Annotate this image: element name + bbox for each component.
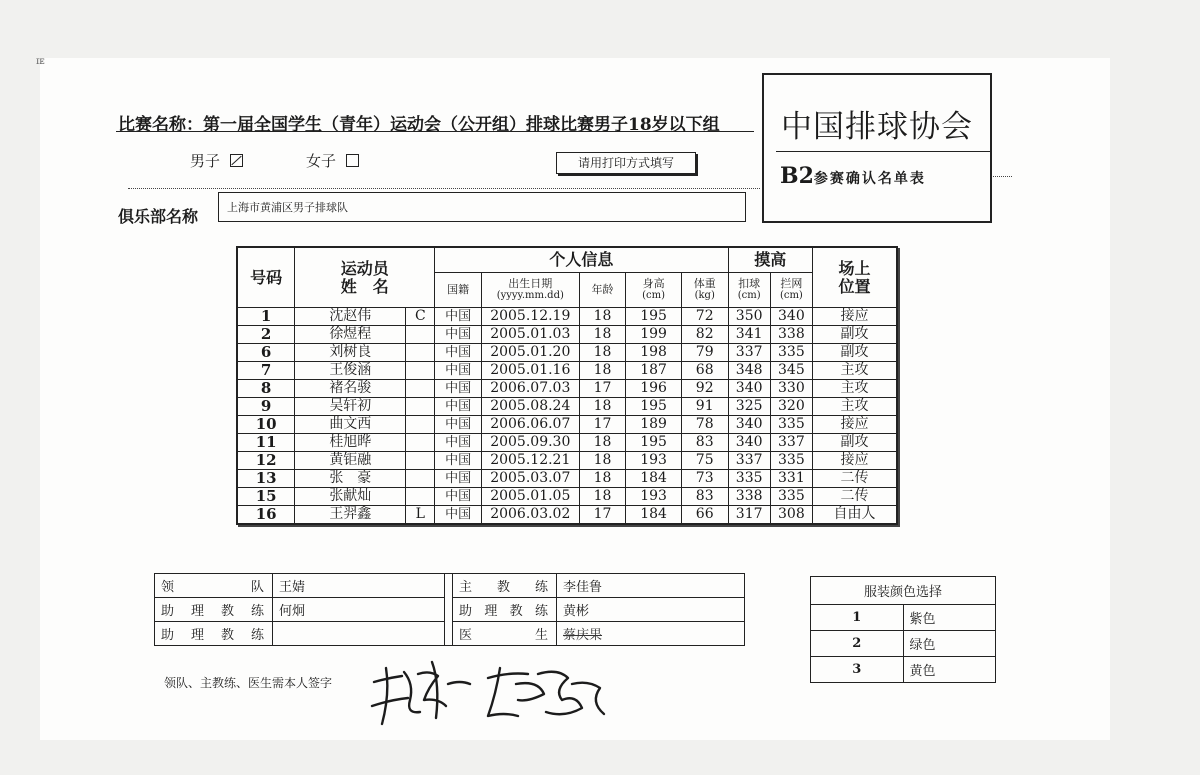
player-block-reach: 331 xyxy=(770,470,812,488)
player-age: 18 xyxy=(579,434,626,452)
assistant-coach-3-field[interactable]: 黄彬 xyxy=(557,598,745,622)
header-block xyxy=(770,273,812,308)
signature-stroke xyxy=(382,668,387,724)
staff-gap xyxy=(445,574,453,598)
player-role xyxy=(406,416,435,434)
player-role xyxy=(406,434,435,452)
player-birth-date: 2005.12.19 xyxy=(481,308,579,326)
assistant-coach-3-label: 助理教练 xyxy=(453,598,557,622)
player-nationality: 中国 xyxy=(435,416,482,434)
player-role: L xyxy=(406,506,435,525)
player-birth-date: 2006.06.07 xyxy=(481,416,579,434)
signature-stroke xyxy=(372,698,408,706)
player-role: C xyxy=(406,308,435,326)
roster-row xyxy=(237,416,897,434)
player-birth-date: 2005.01.20 xyxy=(481,344,579,362)
player-name: 刘树良 xyxy=(295,344,406,362)
player-role xyxy=(406,398,435,416)
player-position: 接应 xyxy=(813,452,898,470)
player-weight: 82 xyxy=(681,326,728,344)
roster-row xyxy=(237,398,897,416)
leader-label: 领 队 xyxy=(155,574,273,598)
roster-body xyxy=(237,308,897,525)
uniform-color-table xyxy=(810,576,996,683)
roster-table xyxy=(236,246,898,525)
player-position: 副攻 xyxy=(813,326,898,344)
header-spike xyxy=(728,273,770,308)
player-block-reach: 320 xyxy=(770,398,812,416)
assistant-coach-2-field[interactable] xyxy=(273,622,445,646)
organization-divider xyxy=(776,151,990,152)
header-height-unit: (cm) xyxy=(642,290,666,301)
player-spike-reach: 340 xyxy=(728,434,770,452)
player-nationality: 中国 xyxy=(435,434,482,452)
header-athlete-top: 运动员 xyxy=(340,258,389,278)
header-spike-unit: (cm) xyxy=(737,290,761,301)
player-nationality: 中国 xyxy=(435,362,482,380)
header-personal-info: 个人信息 xyxy=(435,247,728,273)
doctor-label: 医 生 xyxy=(453,622,557,646)
uniform-color-title: 服装颜色选择 xyxy=(811,577,996,605)
player-birth-date: 2006.03.02 xyxy=(481,506,579,525)
player-height: 187 xyxy=(626,362,682,380)
player-number: 13 xyxy=(237,470,295,488)
player-nationality: 中国 xyxy=(435,308,482,326)
female-label: 女子 xyxy=(306,152,337,170)
female-checkbox[interactable] xyxy=(346,154,359,167)
player-spike-reach: 350 xyxy=(728,308,770,326)
player-weight: 83 xyxy=(681,434,728,452)
player-name: 黄钜融 xyxy=(295,452,406,470)
player-weight: 83 xyxy=(681,488,728,506)
leader-field[interactable]: 王婧 xyxy=(273,574,445,598)
header-birth-date-format: (yyyy.mm.dd) xyxy=(496,290,564,301)
player-height: 198 xyxy=(626,344,682,362)
signature-note: 领队、主教练、医生需本人签字 xyxy=(164,676,333,690)
player-number: 8 xyxy=(237,380,295,398)
header-birth-date xyxy=(481,273,579,308)
color-option-index: 3 xyxy=(811,657,904,683)
player-nationality: 中国 xyxy=(435,470,482,488)
player-birth-date: 2005.12.21 xyxy=(481,452,579,470)
player-name: 张 豪 xyxy=(295,470,406,488)
player-birth-date: 2005.01.16 xyxy=(481,362,579,380)
form-code: B2 xyxy=(780,163,814,189)
player-number: 12 xyxy=(237,452,295,470)
player-name: 沈赵伟 xyxy=(295,308,406,326)
corner-mark: ɪᴇ xyxy=(36,56,45,67)
player-block-reach: 338 xyxy=(770,326,812,344)
color-option[interactable]: 黄色 xyxy=(903,657,996,683)
signature-stroke xyxy=(432,662,437,718)
player-nationality: 中国 xyxy=(435,488,482,506)
header-birth-date-label: 出生日期 xyxy=(508,277,553,290)
doctor-name: 蔡庆果 xyxy=(563,628,603,643)
roster-row xyxy=(237,344,897,362)
staff-gap xyxy=(445,622,453,646)
header-block-unit: (cm) xyxy=(779,290,803,301)
player-position: 自由人 xyxy=(813,506,898,525)
player-age: 17 xyxy=(579,506,626,525)
player-number: 16 xyxy=(237,506,295,525)
assistant-coach-2-label: 助理教练 xyxy=(155,622,273,646)
player-height: 193 xyxy=(626,488,682,506)
player-nationality: 中国 xyxy=(435,398,482,416)
header-nationality: 国籍 xyxy=(435,273,482,308)
signature-stroke xyxy=(418,672,446,706)
gender-male[interactable] xyxy=(190,150,243,171)
header-athlete-bottom: 姓 名 xyxy=(340,276,389,296)
player-number: 15 xyxy=(237,488,295,506)
player-height: 199 xyxy=(626,326,682,344)
player-position: 主攻 xyxy=(813,398,898,416)
signature-stroke xyxy=(404,672,420,712)
player-name: 吴轩初 xyxy=(295,398,406,416)
header-spike-label: 扣球 xyxy=(738,277,761,290)
player-name: 徐煜程 xyxy=(295,326,406,344)
player-number: 7 xyxy=(237,362,295,380)
signature-stroke xyxy=(516,683,544,700)
player-weight: 75 xyxy=(681,452,728,470)
staff-gap xyxy=(445,598,453,622)
player-position: 二传 xyxy=(813,488,898,506)
player-weight: 66 xyxy=(681,506,728,525)
player-role xyxy=(406,362,435,380)
club-name-field[interactable]: 上海市黄浦区男子排球队 xyxy=(218,192,746,222)
signature-stroke xyxy=(448,682,470,684)
player-spike-reach: 340 xyxy=(728,380,770,398)
player-spike-reach: 317 xyxy=(728,506,770,525)
head-coach-field[interactable]: 李佳鲁 xyxy=(557,574,745,598)
player-age: 17 xyxy=(579,416,626,434)
male-checkbox[interactable] xyxy=(230,154,243,167)
player-position: 副攻 xyxy=(813,434,898,452)
roster-row xyxy=(237,452,897,470)
signature-stroke xyxy=(488,674,528,679)
player-number: 10 xyxy=(237,416,295,434)
player-weight: 79 xyxy=(681,344,728,362)
color-option[interactable]: 紫色 xyxy=(903,605,996,631)
roster-row xyxy=(237,506,897,525)
title-underline xyxy=(116,131,754,132)
player-block-reach: 335 xyxy=(770,488,812,506)
player-spike-reach: 348 xyxy=(728,362,770,380)
player-role xyxy=(406,326,435,344)
color-option[interactable]: 绿色 xyxy=(903,631,996,657)
header-height-label: 身高 xyxy=(642,277,665,290)
player-weight: 72 xyxy=(681,308,728,326)
player-block-reach: 335 xyxy=(770,344,812,362)
player-name: 王俊涵 xyxy=(295,362,406,380)
form-title xyxy=(780,163,926,189)
player-block-reach: 308 xyxy=(770,506,812,525)
player-height: 184 xyxy=(626,506,682,525)
player-block-reach: 330 xyxy=(770,380,812,398)
roster-row xyxy=(237,362,897,380)
player-position: 副攻 xyxy=(813,344,898,362)
player-height: 189 xyxy=(626,416,682,434)
player-birth-date: 2005.03.07 xyxy=(481,470,579,488)
player-number: 11 xyxy=(237,434,295,452)
player-spike-reach: 335 xyxy=(728,470,770,488)
header-number: 号码 xyxy=(237,247,295,308)
header-position xyxy=(813,247,898,308)
handwritten-signatures xyxy=(368,654,618,734)
competition-label: 比赛名称： xyxy=(118,115,203,135)
player-block-reach: 337 xyxy=(770,434,812,452)
head-coach-label: 主 教 练 xyxy=(453,574,557,598)
player-nationality: 中国 xyxy=(435,326,482,344)
player-age: 18 xyxy=(579,326,626,344)
roster-row xyxy=(237,380,897,398)
player-block-reach: 345 xyxy=(770,362,812,380)
player-role xyxy=(406,344,435,362)
player-spike-reach: 337 xyxy=(728,344,770,362)
player-age: 18 xyxy=(579,452,626,470)
player-birth-date: 2005.09.30 xyxy=(481,434,579,452)
player-weight: 91 xyxy=(681,398,728,416)
player-age: 18 xyxy=(579,344,626,362)
player-position: 主攻 xyxy=(813,362,898,380)
club-label: 俱乐部名称 xyxy=(118,207,199,226)
player-spike-reach: 340 xyxy=(728,416,770,434)
player-block-reach: 335 xyxy=(770,452,812,470)
player-role xyxy=(406,488,435,506)
player-position: 接应 xyxy=(813,308,898,326)
organization-name: 中国排球协会 xyxy=(781,109,973,145)
staff-table xyxy=(154,573,745,646)
player-name: 褚名骏 xyxy=(295,380,406,398)
player-name: 张献灿 xyxy=(295,488,406,506)
form-title-text: 参赛确认名单表 xyxy=(813,171,926,187)
header-weight xyxy=(681,273,728,308)
player-number: 1 xyxy=(237,308,295,326)
player-spike-reach: 337 xyxy=(728,452,770,470)
player-age: 17 xyxy=(579,380,626,398)
player-spike-reach: 341 xyxy=(728,326,770,344)
header-age: 年龄 xyxy=(579,273,626,308)
player-position: 二传 xyxy=(813,470,898,488)
player-birth-date: 2005.01.05 xyxy=(481,488,579,506)
player-number: 2 xyxy=(237,326,295,344)
player-position: 接应 xyxy=(813,416,898,434)
player-height: 195 xyxy=(626,398,682,416)
player-weight: 68 xyxy=(681,362,728,380)
color-option-index: 2 xyxy=(811,631,904,657)
dotted-separator xyxy=(128,188,760,189)
player-height: 195 xyxy=(626,308,682,326)
player-position: 主攻 xyxy=(813,380,898,398)
player-spike-reach: 338 xyxy=(728,488,770,506)
player-number: 9 xyxy=(237,398,295,416)
player-age: 18 xyxy=(579,308,626,326)
player-name: 王羿鑫 xyxy=(295,506,406,525)
player-nationality: 中国 xyxy=(435,506,482,525)
roster-row xyxy=(237,470,897,488)
player-birth-date: 2006.07.03 xyxy=(481,380,579,398)
header-position-top: 场上 xyxy=(838,258,871,278)
roster-row xyxy=(237,308,897,326)
assistant-coach-1-field[interactable]: 何炯 xyxy=(273,598,445,622)
player-name: 桂旭晔 xyxy=(295,434,406,452)
roster-row xyxy=(237,488,897,506)
organization-box xyxy=(762,73,992,223)
header-block-label: 拦网 xyxy=(780,277,803,290)
color-option-index: 1 xyxy=(811,605,904,631)
dotted-separator-right xyxy=(990,176,1012,177)
player-weight: 73 xyxy=(681,470,728,488)
player-nationality: 中国 xyxy=(435,380,482,398)
player-name: 曲文西 xyxy=(295,416,406,434)
header-height xyxy=(626,273,682,308)
player-height: 196 xyxy=(626,380,682,398)
player-number: 6 xyxy=(237,344,295,362)
print-note: 请用打印方式填写 xyxy=(556,152,696,174)
player-block-reach: 340 xyxy=(770,308,812,326)
player-height: 195 xyxy=(626,434,682,452)
player-nationality: 中国 xyxy=(435,344,482,362)
doctor-field[interactable] xyxy=(557,622,745,646)
player-age: 18 xyxy=(579,470,626,488)
roster-row xyxy=(237,326,897,344)
player-birth-date: 2005.01.03 xyxy=(481,326,579,344)
assistant-coach-1-label: 助理教练 xyxy=(155,598,273,622)
header-weight-label: 体重 xyxy=(693,277,716,290)
player-birth-date: 2005.08.24 xyxy=(481,398,579,416)
player-age: 18 xyxy=(579,362,626,380)
header-position-bottom: 位置 xyxy=(838,276,871,296)
competition-name: 第一届全国学生（青年）运动会（公开组）排球比赛男子18岁以下组 xyxy=(203,115,720,135)
player-block-reach: 335 xyxy=(770,416,812,434)
player-age: 18 xyxy=(579,398,626,416)
player-age: 18 xyxy=(579,488,626,506)
header-athlete xyxy=(295,247,435,308)
player-height: 184 xyxy=(626,470,682,488)
player-weight: 78 xyxy=(681,416,728,434)
player-nationality: 中国 xyxy=(435,452,482,470)
header-weight-unit: (kg) xyxy=(694,290,715,301)
player-role xyxy=(406,380,435,398)
player-height: 193 xyxy=(626,452,682,470)
player-spike-reach: 325 xyxy=(728,398,770,416)
player-weight: 92 xyxy=(681,380,728,398)
gender-female[interactable] xyxy=(306,150,359,171)
player-role xyxy=(406,470,435,488)
roster-row xyxy=(237,434,897,452)
male-label: 男子 xyxy=(190,152,221,170)
player-role xyxy=(406,452,435,470)
header-reach: 摸高 xyxy=(728,247,812,273)
